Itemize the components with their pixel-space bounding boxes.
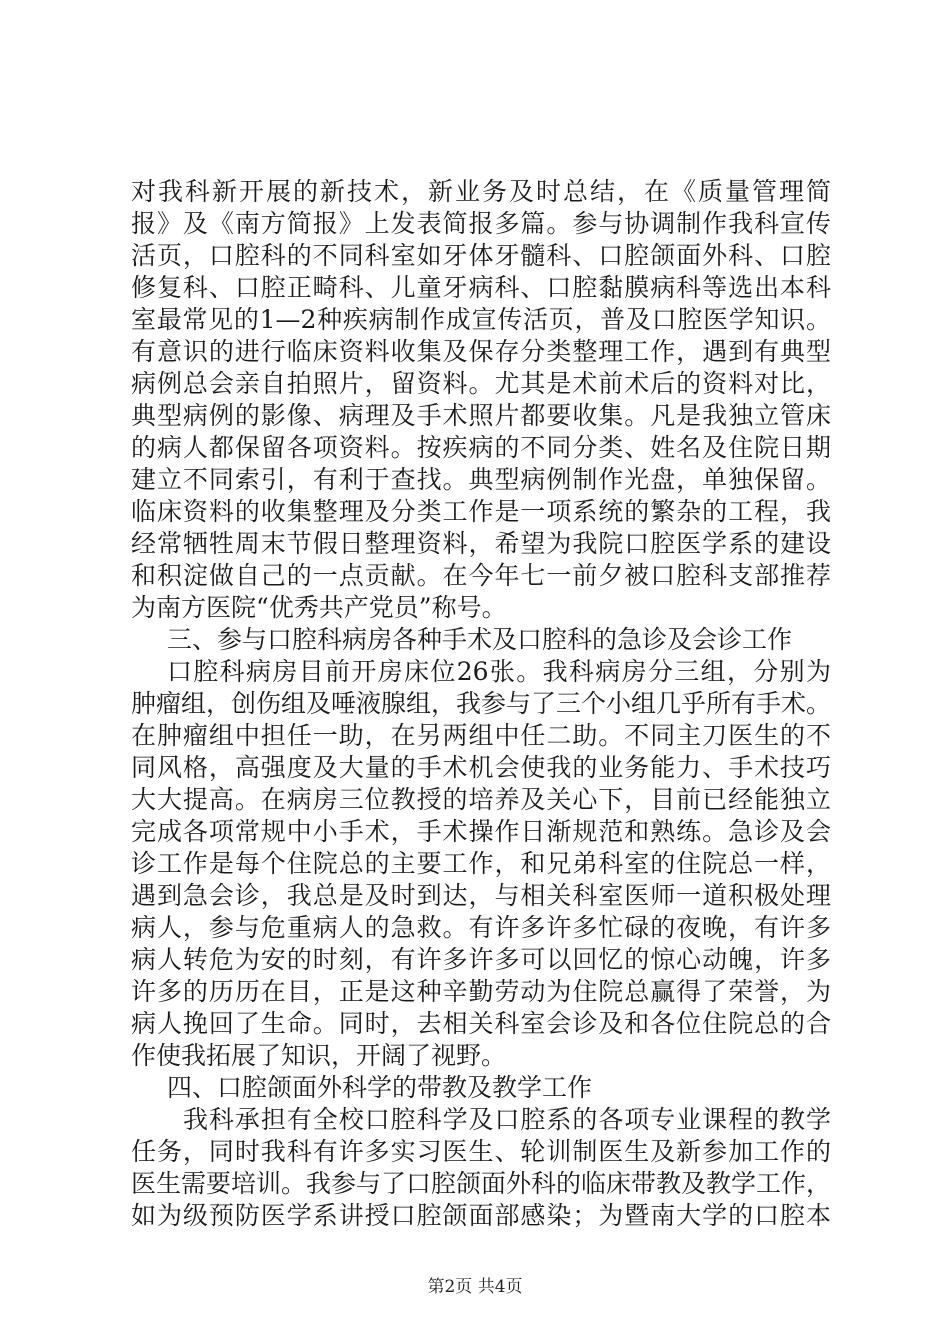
text-line: 病人，参与危重病人的急救。有许多许多忙碌的夜晚，有许多 [131,913,831,942]
text-line: 我科承担有全校口腔科学及口腔系的各项专业课程的教学 [183,1105,831,1134]
text-line: 室最常见的1—2种疾病制作成宣传活页，普及口腔医学知识。 [131,305,831,334]
document-body [131,176,831,1232]
text-line: 临床资料的收集整理及分类工作是一项系统的繁杂的工程，我 [131,497,831,526]
text-line: 的病人都保留各项资料。按疾病的不同分类、姓名及住院日期 [131,433,831,462]
text-line: 大大提高。在病房三位教授的培养及关心下，目前已经能独立 [131,785,831,814]
text-line: 诊工作是每个住院总的主要工作，和兄弟科室的住院总一样， [131,849,831,878]
text-line: 同风格，高强度及大量的手术机会使我的业务能力、手术技巧 [131,753,831,782]
text-line: 病人挽回了生命。同时，去相关科室会诊及和各位住院总的合 [131,1009,831,1038]
text-line: 对我科新开展的新技术，新业务及时总结，在《质量管理简 [131,177,831,206]
page-footer: 第2页 共4页 [427,1277,523,1297]
text-line: 经常牺牲周末节假日整理资料，希望为我院口腔医学系的建设 [131,529,831,558]
text-line: 任务，同时我科有许多实习医生、轮训制医生及新参加工作的 [131,1137,831,1166]
text-line: 完成各项常规中小手术，手术操作日渐规范和熟练。急诊及会 [131,817,831,846]
text-line: 建立不同索引，有利于查找。典型病例制作光盘，单独保留。 [131,465,831,494]
text-line: 和积淀做自己的一点贡献。在今年七一前夕被口腔科支部推荐 [131,561,831,590]
text-line: 在肿瘤组中担任一助，在另两组中任二助。不同主刀医生的不 [131,721,831,750]
text-line: 病例总会亲自拍照片，留资料。尤其是术前术后的资料对比， [131,369,831,398]
text-line: 许多的历历在目，正是这种辛勤劳动为住院总赢得了荣誉，为 [131,977,831,1006]
text-line: 典型病例的影像、病理及手术照片都要收集。凡是我独立管床 [131,401,831,430]
text-line: 为南方医院“优秀共产党员”称号。 [131,593,507,622]
text-line: 如为级预防医学系讲授口腔颌面部感染；为暨南大学的口腔本 [131,1201,831,1230]
text-line: 活页，口腔科的不同科室如牙体牙髓科、口腔颌面外科、口腔 [131,241,831,270]
section-heading: 三、参与口腔科病房各种手术及口腔科的急诊及会诊工作 [167,625,793,654]
text-line: 医生需要培训。我参与了口腔颌面外科的临床带教及教学工作， [131,1169,832,1198]
text-line: 报》及《南方简报》上发表简报多篇。参与协调制作我科宣传 [131,209,831,238]
section-heading: 四、口腔颌面外科学的带教及教学工作 [167,1073,593,1102]
text-line: 口腔科病房目前开房床位26张。我科病房分三组，分别为 [167,657,831,686]
text-line: 作使我拓展了知识，开阔了视野。 [131,1041,507,1070]
text-line: 肿瘤组，创伤组及唾液腺组，我参与了三个小组几乎所有手术。 [131,689,832,718]
text-line: 修复科、口腔正畸科、儿童牙病科、口腔黏膜病科等选出本科 [131,273,831,302]
text-line: 病人转危为安的时刻，有许多许多可以回忆的惊心动魄，许多 [131,945,831,974]
text-line: 有意识的进行临床资料收集及保存分类整理工作，遇到有典型 [131,337,831,366]
text-line: 遇到急会诊，我总是及时到达，与相关科室医师一道积极处理 [131,881,831,910]
